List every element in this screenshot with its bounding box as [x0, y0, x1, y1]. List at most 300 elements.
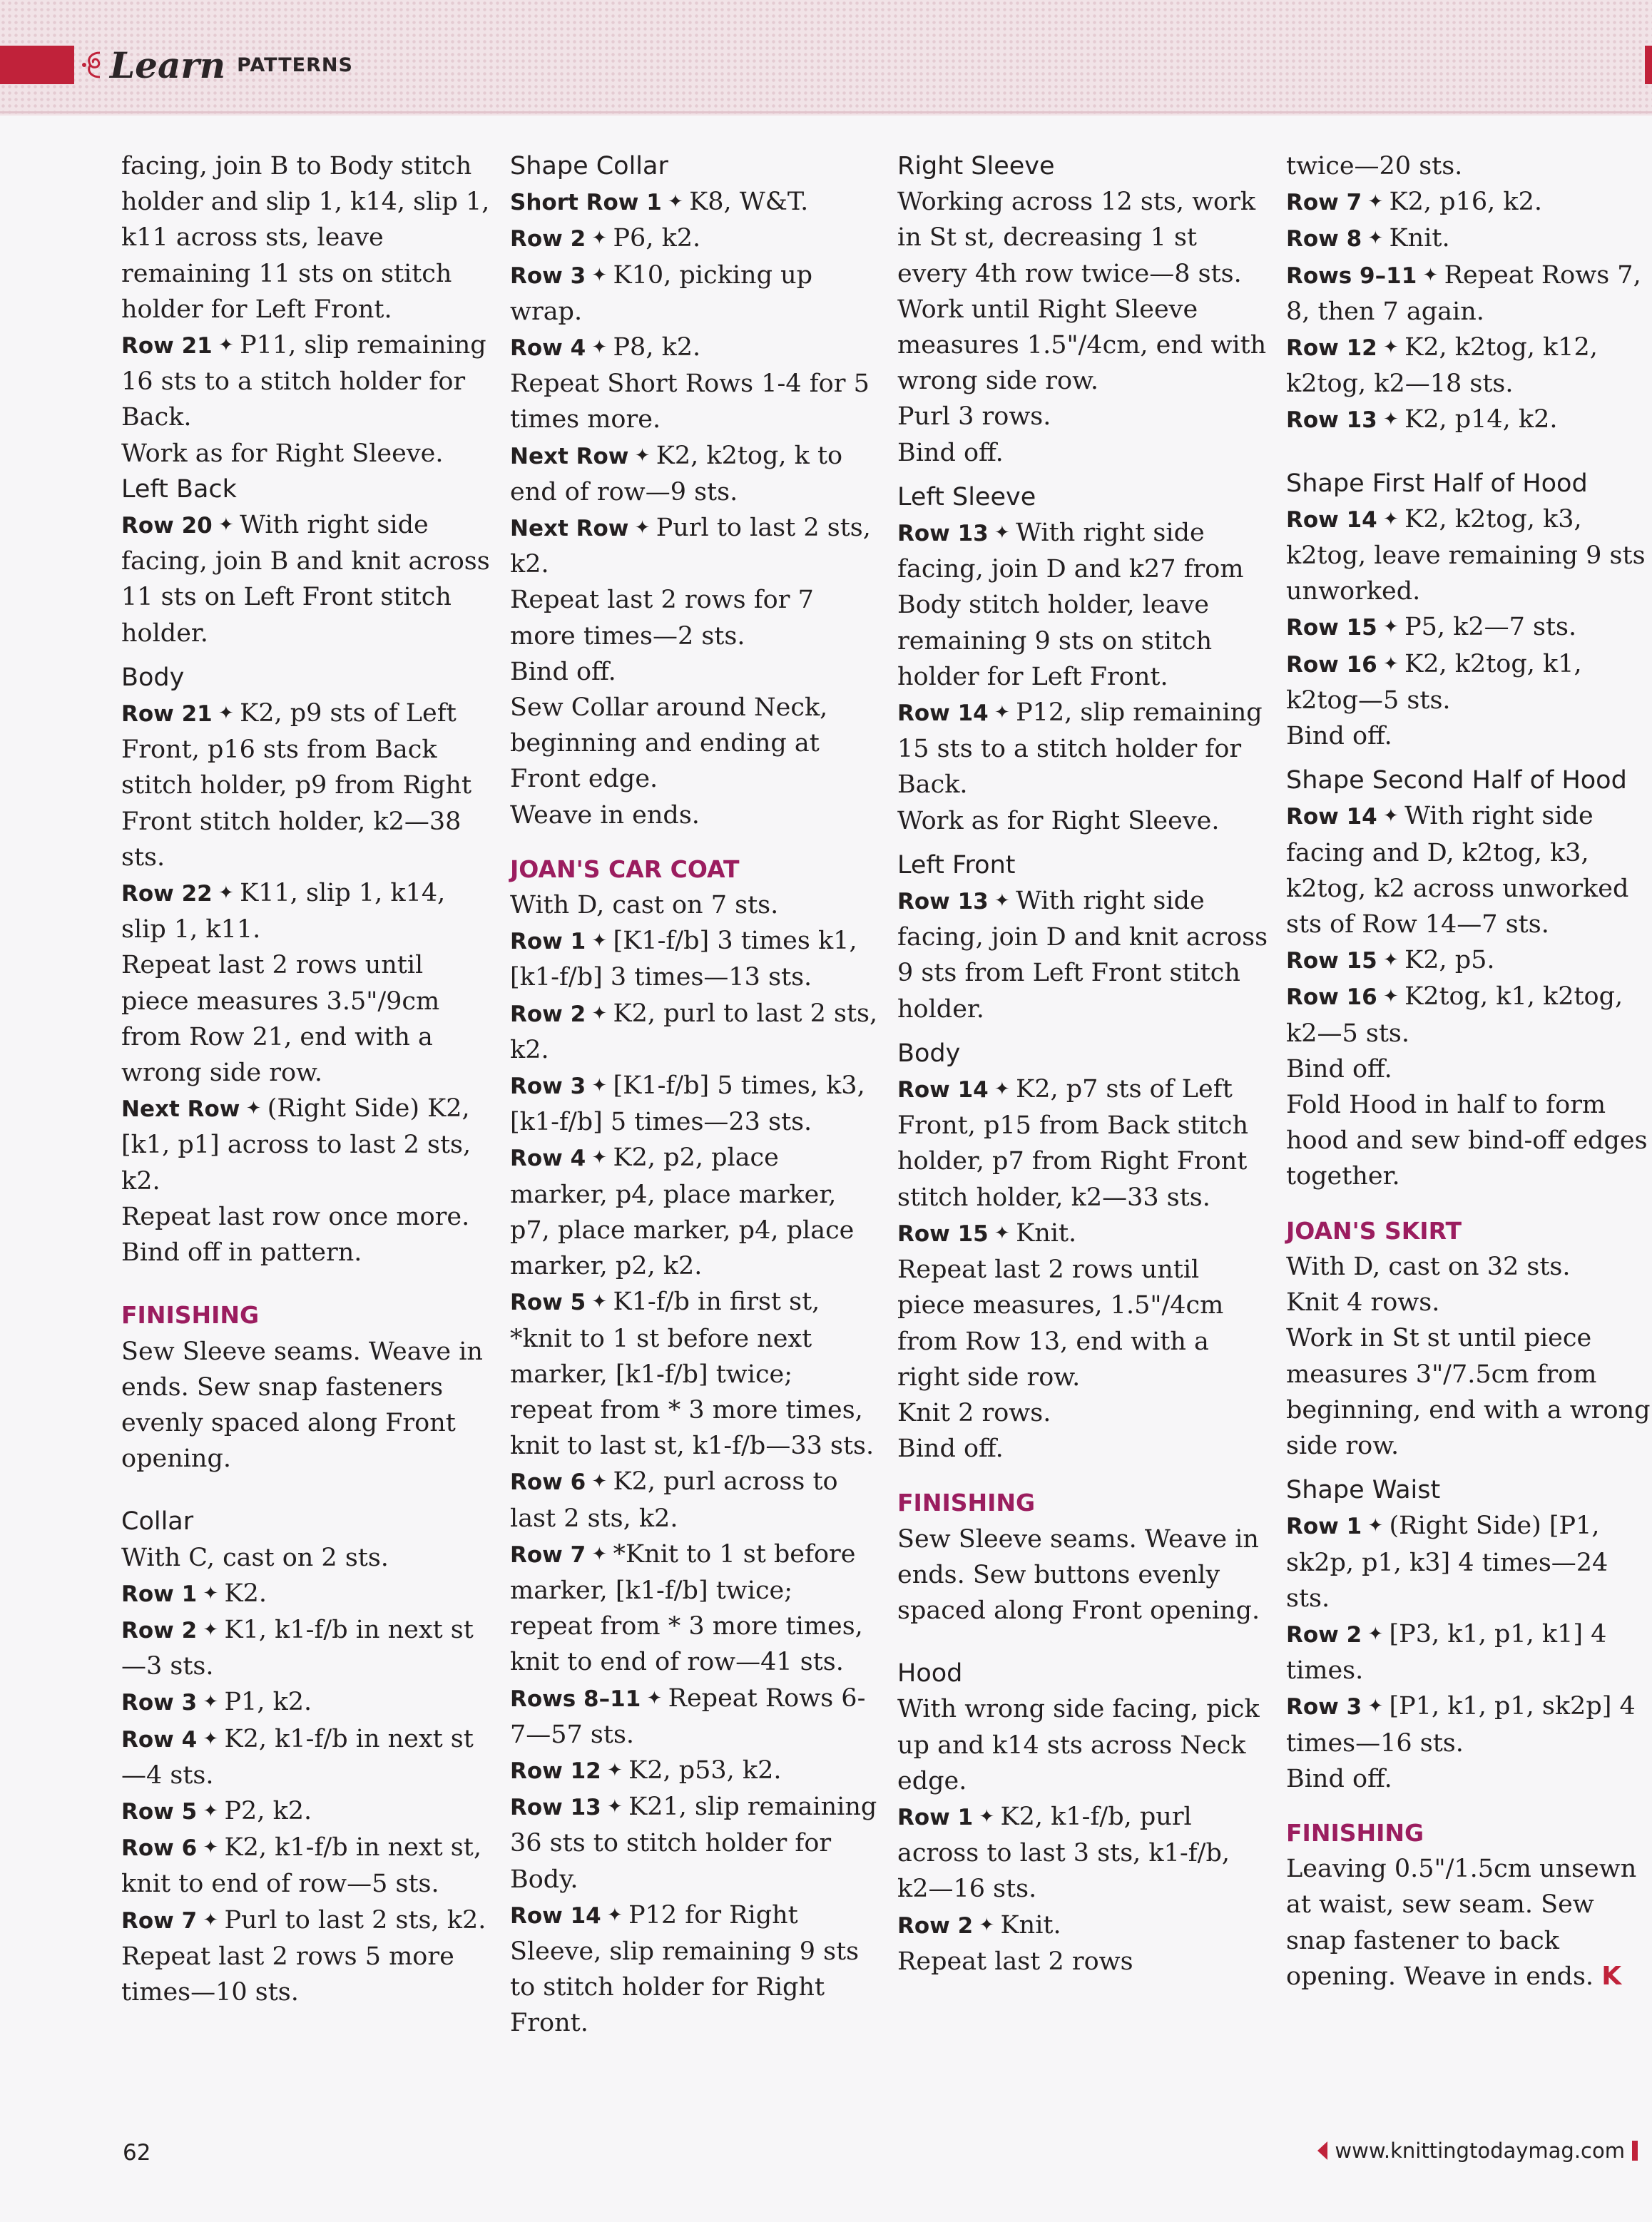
diamond-separator-icon: ✦	[586, 930, 613, 952]
instruction-row	[510, 1284, 881, 1464]
paragraph	[897, 1431, 1268, 1467]
paragraph-text: Work as for Right Sleeve.	[897, 806, 1220, 835]
instruction-row	[510, 1789, 881, 1897]
paragraph	[897, 435, 1268, 471]
paragraph	[121, 1939, 492, 2010]
end-mark-icon: K	[1601, 1961, 1622, 1991]
row-label: Row 14	[510, 1902, 601, 1929]
paragraph	[121, 1199, 492, 1235]
paragraph	[1286, 1087, 1652, 1195]
row-text: K2, purl to last 2 sts, k2.	[510, 999, 878, 1064]
instruction-row	[121, 1576, 492, 1612]
row-text: K2, purl across to last 2 sts, k2.	[510, 1467, 838, 1533]
paragraph	[121, 1235, 492, 1270]
diamond-separator-icon: ✦	[628, 444, 656, 467]
paragraph	[1286, 1249, 1652, 1285]
row-text: K2, k1-f/b in next st—4 sts.	[121, 1724, 474, 1790]
subsection-heading: Hood	[897, 1659, 963, 1688]
instruction-row	[1286, 1688, 1652, 1760]
header-red-tab	[0, 46, 74, 84]
row-label: Row 3	[121, 1690, 198, 1716]
row-label: Row 7	[510, 1541, 586, 1568]
row-text: [P1, k1, p1, sk2p] 4 times—16 sts.	[1286, 1692, 1636, 1758]
paragraph-text: Bind off.	[1286, 722, 1392, 751]
paragraph	[1286, 1285, 1652, 1320]
row-text: P1, k2.	[224, 1688, 312, 1717]
paragraph	[897, 1252, 1268, 1395]
row-text: With right side facing, join B and knit across 11 sts on Left Front stitch holder.	[121, 511, 490, 648]
paragraph-text: Work as for Right Sleeve.	[121, 439, 444, 468]
diamond-separator-icon: ✦	[628, 517, 656, 539]
subsection-heading: Shape Collar	[510, 152, 668, 180]
row-text: P5, k2—7 sts.	[1404, 613, 1577, 642]
paragraph	[121, 947, 492, 1091]
paragraph-text: Bind off in pattern.	[121, 1238, 362, 1268]
paragraph	[897, 292, 1268, 399]
diamond-separator-icon: ✦	[1377, 409, 1405, 431]
row-text: (Right Side) [P1, sk2p, p1, k3] 4 times—24 sts.	[1286, 1512, 1608, 1613]
row-text: K21, slip remaining 36 sts to stitch holder for Body.	[510, 1793, 877, 1894]
row-text: K2, k1-f/b in next st, knit to end of row—5 sts.	[121, 1833, 481, 1899]
row-text: K2.	[224, 1579, 267, 1608]
row-text: K2, k2tog, k1, k2tog—5 sts.	[1286, 649, 1582, 715]
paragraph-text: Bind off.	[1286, 1764, 1392, 1793]
diamond-separator-icon: ✦	[661, 191, 690, 213]
instruction-row	[897, 1799, 1268, 1907]
subsection-heading: Right Sleeve	[897, 152, 1055, 180]
diamond-separator-icon: ✦	[586, 1543, 613, 1565]
diamond-separator-icon: ✦	[1362, 1515, 1390, 1537]
instruction-row	[121, 1612, 492, 1684]
instruction-row	[510, 510, 881, 582]
row-label: Row 16	[1286, 651, 1377, 678]
instruction-row	[897, 1907, 1268, 1944]
paragraph-text: Repeat last 2 rows 5 more times—10 sts.	[121, 1942, 454, 2007]
row-label: Row 13	[897, 889, 989, 915]
row-label: Row 1	[121, 1581, 198, 1607]
paragraph	[897, 1395, 1268, 1431]
subsection-heading: Body	[121, 663, 185, 692]
row-text: Purl to last 2 sts, k2.	[224, 1905, 486, 1935]
row-label: Row 5	[510, 1290, 586, 1316]
row-label: Row 15	[897, 1220, 989, 1247]
paragraph-text: Knit 4 rows.	[1286, 1288, 1440, 1318]
row-text: K2, k2tog, k to end of row—9 sts.	[510, 441, 843, 506]
row-label: Row 2	[897, 1912, 974, 1939]
instruction-row	[1286, 1508, 1652, 1616]
section-heading: FINISHING	[121, 1301, 260, 1330]
instruction-row	[1286, 1616, 1652, 1688]
row-text: P11, slip remaining 16 sts to a stitch holder for Back.	[121, 331, 486, 432]
row-label: Row 21	[121, 333, 213, 360]
paragraph-text: Working across 12 sts, work in St st, decreasing 1 st every 4th row twice—8 sts.	[897, 188, 1256, 288]
instruction-row	[897, 515, 1268, 695]
row-text: P2, k2.	[224, 1796, 312, 1825]
row-label: Row 4	[510, 335, 586, 362]
row-label: Row 22	[121, 881, 213, 907]
row-label: Row 15	[1286, 948, 1377, 974]
row-text: P12, slip remaining 15 sts to a stitch holder for Back.	[897, 698, 1263, 800]
paragraph	[1286, 1761, 1652, 1797]
header-red-edge	[1645, 46, 1652, 84]
row-label: Row 14	[1286, 506, 1377, 533]
row-label: Row 2	[121, 1617, 198, 1643]
diamond-separator-icon: ✦	[212, 335, 240, 357]
subsection-heading: Left Sleeve	[897, 482, 1036, 511]
diamond-separator-icon: ✦	[601, 1904, 629, 1926]
row-label: Rows 8–11	[510, 1686, 641, 1712]
instruction-row	[510, 1068, 881, 1140]
diamond-separator-icon: ✦	[197, 1909, 225, 1931]
flourish-icon	[78, 47, 106, 83]
paragraph	[510, 797, 881, 833]
row-label: Row 13	[510, 1795, 601, 1821]
section-heading: FINISHING	[897, 1489, 1036, 1517]
paragraph-text: With C, cast on 2 sts.	[121, 1543, 389, 1572]
paragraph	[510, 887, 881, 923]
paragraph-text: Repeat last 2 rows until piece measures 3.5"/9cm from Row 21, end with a wrong side row.	[121, 951, 440, 1088]
paragraph-text: twice—20 sts.	[1286, 152, 1463, 180]
paragraph	[510, 690, 881, 797]
row-label: Row 16	[1286, 984, 1377, 1011]
row-text: K2, p2, place marker, p4, place marker, p7, place marker, p4, place marker, p2, k2.	[510, 1143, 855, 1281]
diamond-separator-icon: ✦	[197, 1837, 225, 1859]
subsection-heading: Collar	[121, 1507, 194, 1536]
diamond-separator-icon: ✦	[586, 1002, 613, 1024]
row-text: With right side facing, join D and knit across 9 sts from Left Front stitch holder.	[897, 887, 1268, 1024]
paragraph	[897, 399, 1268, 434]
diamond-separator-icon: ✦	[212, 514, 240, 536]
diamond-separator-icon: ✦	[1377, 653, 1405, 675]
row-label: Row 20	[121, 513, 213, 539]
diamond-separator-icon: ✦	[586, 1075, 613, 1097]
paragraph-text: With wrong side facing, pick up and k14 sts across Neck edge.	[897, 1695, 1260, 1795]
section-label: PATTERNS	[237, 53, 353, 76]
diamond-separator-icon: ✦	[988, 1222, 1016, 1244]
diamond-separator-icon: ✦	[586, 1471, 613, 1493]
instruction-row	[1286, 220, 1652, 257]
row-label: Row 4	[510, 1146, 586, 1172]
paragraph-text: Knit 2 rows.	[897, 1398, 1051, 1427]
diamond-separator-icon: ✦	[1377, 508, 1405, 530]
paragraph	[897, 1944, 1268, 1979]
row-text: Purl to last 2 sts, k2.	[510, 514, 871, 579]
diamond-separator-icon: ✦	[1377, 986, 1405, 1008]
instruction-row	[897, 1071, 1268, 1216]
instruction-row	[510, 1897, 881, 2042]
row-text: K11, slip 1, k14, slip 1, k11.	[121, 879, 446, 944]
instruction-row	[1286, 184, 1652, 220]
instruction-row	[510, 1536, 881, 1681]
instruction-row	[121, 1721, 492, 1793]
row-label: Row 13	[897, 521, 989, 547]
diamond-separator-icon: ✦	[197, 1582, 225, 1604]
row-label: Row 7	[1286, 190, 1362, 216]
row-label: Row 7	[121, 1907, 198, 1934]
instruction-row	[121, 327, 492, 436]
row-label: Row 3	[510, 263, 586, 289]
row-label: Row 14	[1286, 804, 1377, 830]
row-label: Row 13	[1286, 407, 1377, 434]
row-text: K2, p14, k2.	[1404, 405, 1558, 434]
instruction-row	[897, 695, 1268, 803]
instruction-row	[121, 695, 492, 875]
diamond-separator-icon: ✦	[988, 702, 1016, 724]
instruction-row	[1286, 798, 1652, 942]
paragraph-text: Leaving 0.5"/1.5cm unsewn at waist, sew seam. Sew snap fastener to back opening. Weave in ends.	[1286, 1855, 1637, 1991]
row-text: K2tog, k1, k2tog, k2—5 sts.	[1286, 982, 1623, 1048]
row-text: K2, p16, k2.	[1389, 188, 1542, 217]
instruction-row	[510, 1753, 881, 1789]
row-label: Row 14	[897, 700, 989, 727]
paragraph	[510, 654, 881, 690]
row-label: Row 5	[121, 1798, 198, 1825]
page-number: 62	[123, 2140, 151, 2166]
row-text: With right side facing and D, k2tog, k3, k2tog, k2 across unworked sts of Row 14—7 sts.	[1286, 802, 1629, 939]
row-label: Short Row 1	[510, 190, 662, 216]
row-label: Row 1	[1286, 1514, 1362, 1540]
diamond-separator-icon: ✦	[1377, 616, 1405, 638]
text-column-2	[510, 148, 881, 2042]
instruction-row	[510, 258, 881, 330]
row-label: Next Row	[510, 443, 629, 469]
section-title: Learn	[110, 44, 226, 86]
text-column-3	[897, 148, 1268, 1979]
row-label: Row 4	[121, 1726, 198, 1753]
diamond-separator-icon: ✦	[197, 1691, 225, 1713]
subsection-heading: Left Back	[121, 474, 237, 504]
diamond-separator-icon: ✦	[197, 1728, 225, 1750]
diamond-separator-icon: ✦	[1362, 191, 1390, 213]
instruction-row	[1286, 646, 1652, 718]
row-text: Repeat Rows 7, 8, then 7 again.	[1286, 260, 1641, 326]
paragraph-text: Repeat last row once more.	[121, 1202, 470, 1231]
footer	[1317, 2139, 1638, 2163]
subsection-heading: Shape Waist	[1286, 1476, 1441, 1505]
diamond-separator-icon: ✦	[212, 882, 240, 904]
diamond-separator-icon: ✦	[586, 1291, 613, 1313]
paragraph-text: With D, cast on 32 sts.	[1286, 1252, 1571, 1281]
section-heading: JOAN'S SKIRT	[1286, 1216, 1462, 1245]
instruction-row	[1286, 979, 1652, 1051]
row-text: Knit.	[1389, 224, 1450, 253]
row-text: K10, picking up wrap.	[510, 260, 813, 326]
section-heading: JOAN'S CAR COAT	[510, 855, 740, 883]
paragraph-text: Fold Hood in half to form hood and sew bind-off edges together.	[1286, 1091, 1648, 1191]
instruction-row	[510, 1681, 881, 1753]
subsection-heading: Body	[897, 1039, 961, 1068]
arrow-left-icon	[1317, 2141, 1327, 2160]
row-label: Row 12	[1286, 335, 1377, 362]
text-column-4	[1286, 148, 1652, 1994]
section-header	[78, 40, 353, 90]
diamond-separator-icon: ✦	[586, 337, 613, 359]
paragraph-text: Repeat last 2 rows until piece measures, 1.5"/4cm from Row 13, end with a right side row.	[897, 1255, 1224, 1392]
paragraph-text: Bind off.	[897, 438, 1004, 467]
row-label: Next Row	[121, 1096, 240, 1123]
row-label: Row 2	[510, 226, 586, 253]
diamond-separator-icon: ✦	[641, 1687, 668, 1709]
instruction-row	[510, 1464, 881, 1536]
row-text: [K1-f/b] 5 times, k3, [k1-f/b] 5 times—23 sts.	[510, 1071, 865, 1137]
instruction-row	[121, 875, 492, 947]
paragraph-text: With D, cast on 7 sts.	[510, 891, 779, 920]
diamond-separator-icon: ✦	[1377, 949, 1405, 972]
instruction-row	[1286, 942, 1652, 979]
instruction-row	[510, 330, 881, 366]
row-text: With right side facing, join D and k27 from Body stitch holder, leave remaining 9 sts on stitch holder for Left Front.	[897, 519, 1244, 691]
paragraph	[897, 1522, 1268, 1629]
paragraph	[121, 148, 492, 327]
row-label: Row 2	[510, 1001, 586, 1027]
subsection-heading: Shape Second Half of Hood	[1286, 766, 1627, 795]
row-text: Knit.	[1000, 1910, 1061, 1940]
instruction-row	[1286, 609, 1652, 646]
row-text: K1-f/b in first st, *knit to 1 st before next marker, [k1-f/b] twice; repeat from * 3 more times, knit to last st, k1-f/b—33 sts.	[510, 1288, 875, 1461]
instruction-row	[510, 923, 881, 995]
diamond-separator-icon: ✦	[988, 890, 1016, 912]
instruction-row	[121, 507, 492, 651]
header-rule	[0, 111, 1652, 113]
row-text: [K1-f/b] 3 times k1, [k1-f/b] 3 times—13 sts.	[510, 927, 857, 992]
instruction-row	[1286, 501, 1652, 610]
instruction-row	[121, 1793, 492, 1830]
row-label: Row 15	[1286, 615, 1377, 641]
row-label: Rows 9–11	[1286, 263, 1417, 289]
text-column-1	[121, 148, 492, 2010]
row-text: K2, k2tog, k12, k2tog, k2—18 sts.	[1286, 333, 1598, 399]
row-label: Row 12	[510, 1758, 601, 1784]
paragraph-text: facing, join B to Body stitch holder and slip 1, k14, slip 1, k11 across sts, leave remaining 11 sts on stitch holder for Left Front.	[121, 152, 490, 324]
row-text: K2, p7 sts of Left Front, p15 from Back stitch holder, p7 from Right Front stitch holder, k2—33 sts.	[897, 1075, 1249, 1212]
row-label: Row 21	[121, 701, 213, 728]
diamond-separator-icon: ✦	[1362, 1696, 1390, 1718]
instruction-row	[121, 1091, 492, 1199]
diamond-separator-icon: ✦	[586, 1147, 613, 1169]
row-text: (Right Side) K2, [k1, p1] across to last 2 sts, k2.	[121, 1094, 471, 1196]
website-link[interactable]: www.knittingtodaymag.com	[1335, 2139, 1625, 2163]
row-text: K8, W&T.	[689, 188, 809, 217]
diamond-separator-icon: ✦	[1377, 805, 1405, 827]
diamond-separator-icon: ✦	[1417, 264, 1444, 286]
diamond-separator-icon: ✦	[973, 1805, 1001, 1828]
diamond-separator-icon: ✦	[988, 522, 1016, 544]
instruction-row	[510, 184, 881, 220]
diamond-separator-icon: ✦	[212, 703, 240, 725]
paragraph-text: Sew Collar around Neck, beginning and ending at Front edge.	[510, 693, 828, 794]
row-text: [P3, k1, p1, k1] 4 times.	[1286, 1619, 1607, 1686]
row-text: P6, k2.	[613, 224, 701, 253]
paragraph	[897, 1691, 1268, 1799]
subsection-heading: Shape First Half of Hood	[1286, 469, 1588, 498]
paragraph-text: Bind off.	[897, 1434, 1004, 1464]
instruction-row	[121, 1830, 492, 1902]
row-label: Row 6	[121, 1835, 198, 1862]
paragraph-text: Work until Right Sleeve measures 1.5"/4cm, end with wrong side row.	[897, 295, 1267, 396]
row-text: K2, k1-f/b, purl across to last 3 sts, k1-f/b, k2—16 sts.	[897, 1802, 1230, 1904]
instruction-row	[121, 1902, 492, 1939]
paragraph-text: Repeat last 2 rows	[897, 1947, 1133, 1976]
paragraph	[1286, 1320, 1652, 1464]
diamond-separator-icon: ✦	[988, 1079, 1016, 1101]
paragraph-text: Sew Sleeve seams. Weave in ends. Sew snap fasteners evenly spaced along Front opening.	[121, 1337, 483, 1474]
paragraph-text: Weave in ends.	[510, 800, 700, 830]
row-label: Row 3	[510, 1074, 586, 1100]
paragraph-text: Purl 3 rows.	[897, 402, 1051, 432]
instruction-row	[510, 438, 881, 510]
row-label: Row 1	[897, 1804, 974, 1830]
row-label: Row 8	[1286, 226, 1362, 253]
row-label: Row 14	[897, 1077, 989, 1104]
footer-red-edge	[1632, 2141, 1638, 2161]
diamond-separator-icon: ✦	[1362, 228, 1390, 250]
row-text: Repeat Rows 6-7—57 sts.	[510, 1683, 866, 1749]
diamond-separator-icon: ✦	[601, 1796, 629, 1818]
diamond-separator-icon: ✦	[586, 264, 613, 286]
instruction-row	[1286, 258, 1652, 330]
row-label: Row 6	[510, 1469, 586, 1496]
subsection-heading: Left Front	[897, 850, 1016, 880]
paragraph	[1286, 718, 1652, 754]
diamond-separator-icon: ✦	[586, 228, 613, 250]
diamond-separator-icon: ✦	[240, 1098, 267, 1120]
paragraph	[510, 582, 881, 653]
paragraph-text: Repeat last 2 rows for 7 more times—2 sts.	[510, 586, 814, 651]
row-text: P12 for Right Sleeve, slip remaining 9 sts to stitch holder for Right Front.	[510, 1900, 860, 2038]
row-text: K2, p5.	[1404, 946, 1495, 975]
paragraph	[1286, 148, 1652, 184]
section-heading: FINISHING	[1286, 1818, 1424, 1847]
diamond-separator-icon: ✦	[973, 1914, 1001, 1936]
row-text: P8, k2.	[613, 333, 701, 362]
instruction-row	[897, 1216, 1268, 1252]
diamond-separator-icon: ✦	[1377, 337, 1405, 359]
paragraph-text: Sew Sleeve seams. Weave in ends. Sew buttons evenly spaced along Front opening.	[897, 1524, 1260, 1625]
diamond-separator-icon: ✦	[1362, 1623, 1390, 1645]
row-text: Knit.	[1016, 1218, 1077, 1248]
paragraph	[121, 436, 492, 472]
paragraph	[121, 1540, 492, 1576]
row-text: K2, p9 sts of Left Front, p16 sts from Back stitch holder, p9 from Right Front stitch holder, k2—38 sts.	[121, 699, 472, 872]
instruction-row	[510, 996, 881, 1068]
diamond-separator-icon: ✦	[601, 1759, 629, 1781]
instruction-row	[1286, 330, 1652, 402]
row-label: Row 1	[510, 929, 586, 955]
instruction-row	[121, 1684, 492, 1721]
paragraph	[510, 366, 881, 437]
diamond-separator-icon: ✦	[197, 1800, 225, 1822]
paragraph	[897, 803, 1268, 839]
paragraph	[1286, 1851, 1652, 1994]
instruction-row	[510, 220, 881, 257]
row-text: K2, p53, k2.	[628, 1755, 782, 1785]
row-label: Row 2	[1286, 1621, 1362, 1648]
row-text: K1, k1-f/b in next st—3 sts.	[121, 1615, 474, 1681]
paragraph-text: Repeat Short Rows 1-4 for 5 times more.	[510, 370, 870, 434]
paragraph	[121, 1334, 492, 1477]
instruction-row	[897, 883, 1268, 1027]
diamond-separator-icon: ✦	[197, 1619, 225, 1641]
row-text: *Knit to 1 st before marker, [k1-f/b] twice; repeat from * 3 more times, knit to end of row—41 sts.	[510, 1539, 863, 1677]
paragraph	[1286, 1051, 1652, 1087]
row-text: K2, k2tog, k3, k2tog, leave remaining 9 sts unworked.	[1286, 504, 1646, 606]
row-label: Row 3	[1286, 1694, 1362, 1721]
instruction-row	[510, 1140, 881, 1284]
paragraph	[897, 184, 1268, 292]
paragraph-text: Bind off.	[1286, 1054, 1392, 1084]
instruction-row	[1286, 402, 1652, 438]
row-label: Next Row	[510, 516, 629, 542]
